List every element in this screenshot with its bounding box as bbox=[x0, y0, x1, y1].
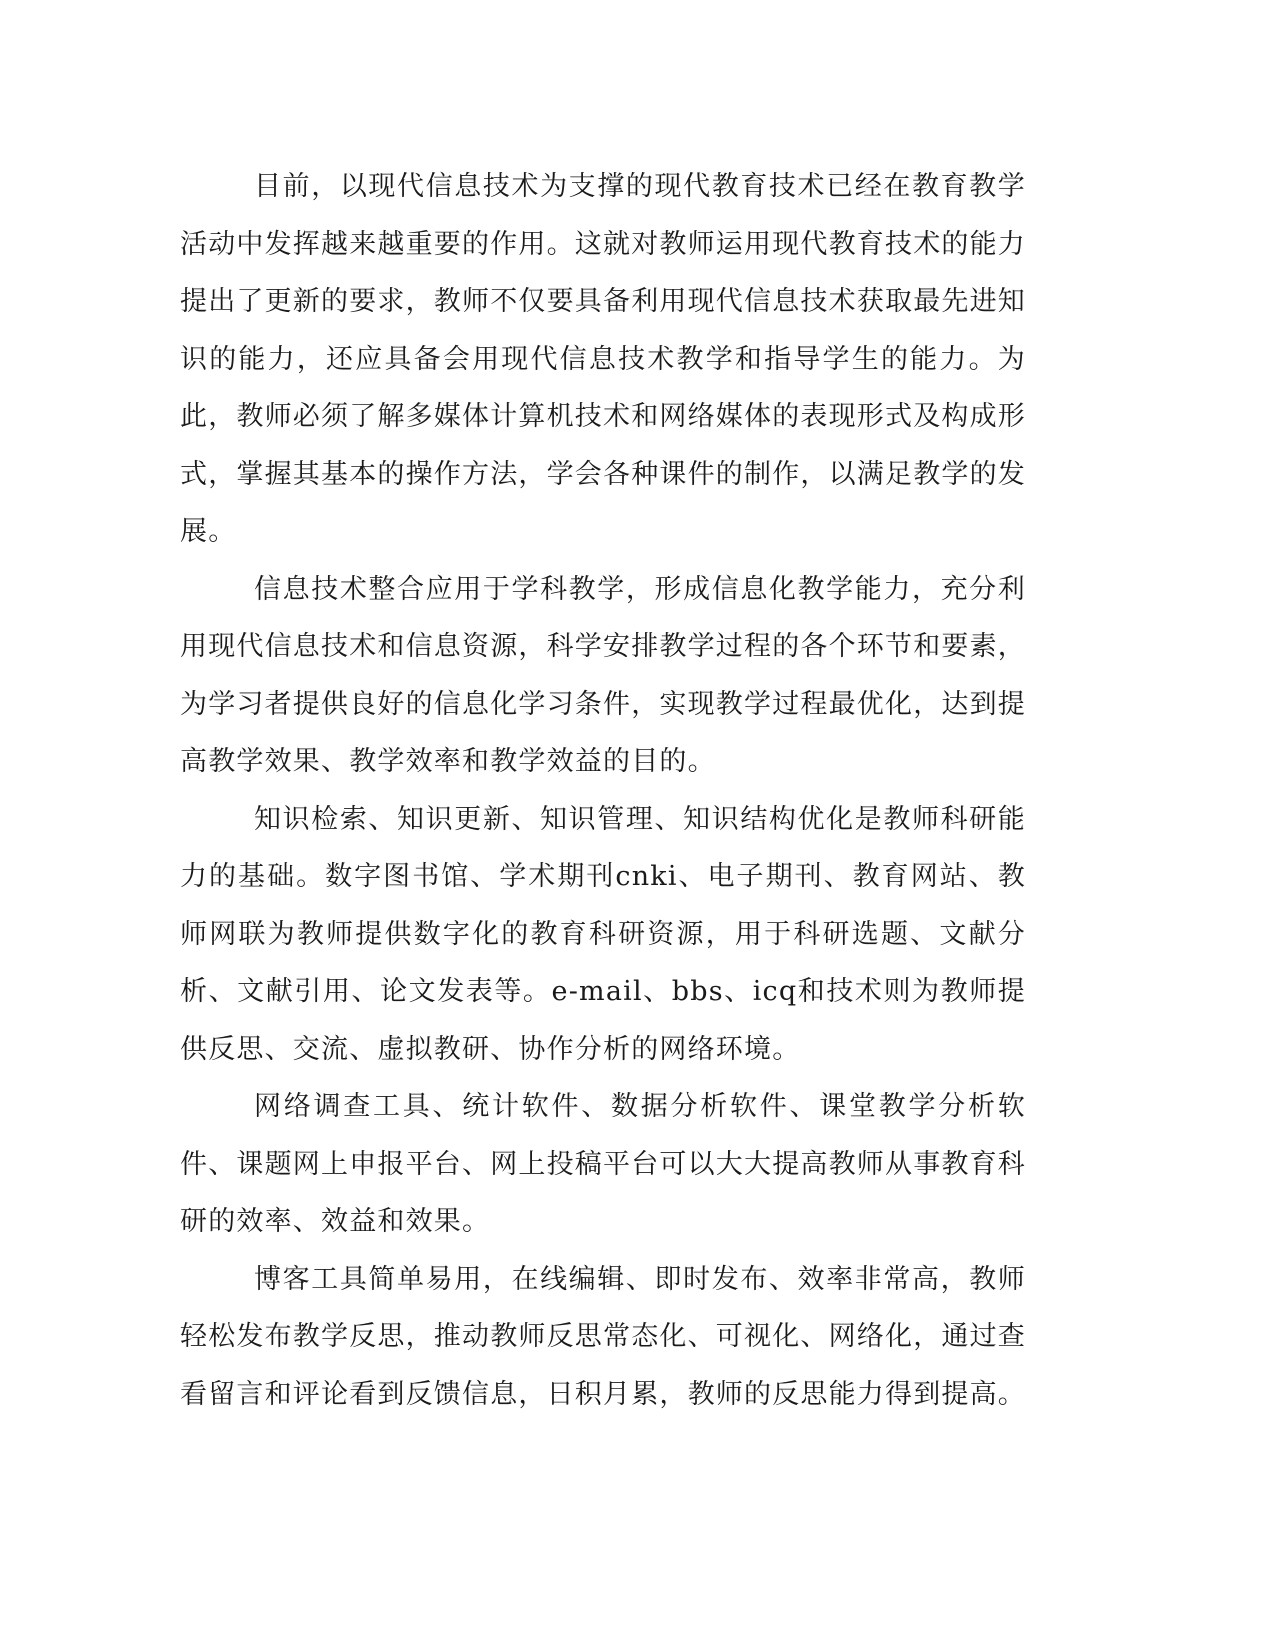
paragraph-knowledge-research-foundation: 知识检索、知识更新、知识管理、知识结构优化是教师科研能力的基础。数字图书馆、学术期刊cnki、电子期刊、教育网站、教师网联为教师提供数字化的教育科研资源，用于科研选题、文献分析、文献引用、论文发表等。e-mail、bbs、icq和技术则为教师提供反思、交流、虚拟教研、协作分析的网络环境。 bbox=[180, 803, 1026, 1065]
paragraph-blog-reflection: 博客工具简单易用，在线编辑、即时发布、效率非常高，教师轻松发布教学反思，推动教师反思常态化、可视化、网络化，通过查看留言和评论看到反馈信息，日积月累，教师的反思能力得到提高。 bbox=[180, 1263, 1026, 1410]
document-body bbox=[180, 158, 1026, 1423]
paragraph-research-tools: 网络调查工具、统计软件、数据分析软件、课堂教学分析软件、课题网上申报平台、网上投稿平台可以大大提高教师从事教育科研的效率、效益和效果。 bbox=[180, 1091, 1026, 1237]
paragraph-modern-education-technology: 目前，以现代信息技术为支撑的现代教育技术已经在教育教学活动中发挥越来越重要的作用。这就对教师运用现代教育技术的能力提出了更新的要求，教师不仅要具备利用现代信息技术获取最先进知识的能力，还应具备会用现代信息技术教学和指导学生的能力。为此，教师必须了解多媒体计算机技术和网络媒体的表现形式及构成形式，掌握其基本的操作方法，学会各种课件的制作，以满足教学的发展。 bbox=[180, 171, 1026, 547]
paragraph-it-integration-teaching: 信息技术整合应用于学科教学，形成信息化教学能力，充分利用现代信息技术和信息资源，科学安排教学过程的各个环节和要素，为学习者提供良好的信息化学习条件，实现教学过程最优化，达到提高教学效果、教学效率和教学效益的目的。 bbox=[180, 573, 1026, 777]
